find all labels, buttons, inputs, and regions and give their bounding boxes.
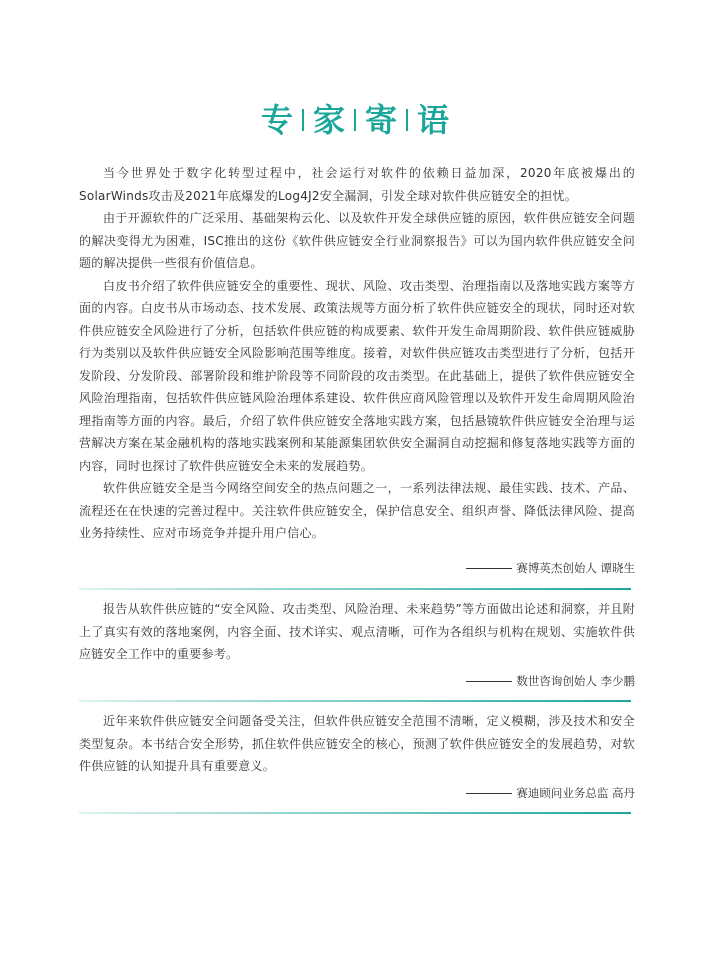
- quote-paragraph: 软件供应链安全是当今网络空间安全的热点问题之一，一系列法律法规、最佳实践、技术、产品、流程还在在快速的完善过程中。关注软件供应链安全，保护信息安全、组织声誉、降低法律风险、提高业务持续性、应对市场竞争并提升用户信心。: [79, 481, 635, 540]
- title-char: 专: [260, 101, 293, 139]
- quote-signature-1: [466, 560, 635, 576]
- expert-quote-1: [79, 162, 635, 545]
- title-char: 家: [312, 101, 345, 139]
- title-divider: [406, 109, 408, 131]
- quote-signature-2: [466, 673, 635, 689]
- signature-text: 赛迪顾问业务总监 高丹: [516, 786, 635, 800]
- title-char: 语: [417, 101, 450, 139]
- quote-paragraph: 由于开源软件的广泛采用、基础架构云化、以及软件开发全球供应链的原因，软件供应链安全问题的解决变得尤为困难，ISC推出的这份《软件供应链安全行业洞察报告》可以为国内软件供应链安全问题的解决提供一些很有价值信息。: [79, 211, 635, 270]
- title-divider: [354, 109, 356, 131]
- quote-paragraph: 报告从软件供应链的“安全风险、攻击类型、风险治理、未来趋势”等方面做出论述和洞察，并且附上了真实有效的落地案例，内容全面、技术详实、观点清晰，可作为各组织与机构在规划、实施软件供应链安全工作中的重要参考。: [79, 602, 635, 661]
- signature-dash: [466, 681, 512, 682]
- page-title: [0, 100, 710, 140]
- expert-quote-2: [79, 598, 635, 666]
- title-divider: [302, 109, 304, 131]
- title-char: 寄: [365, 101, 398, 139]
- expert-quote-3: [79, 710, 635, 778]
- section-divider: [79, 588, 631, 590]
- quote-signature-3: [466, 785, 635, 801]
- signature-dash: [466, 568, 512, 569]
- section-divider: [79, 700, 631, 702]
- quote-paragraph: 当今世界处于数字化转型过程中，社会运行对软件的依赖日益加深，2020年底被爆出的SolarWinds攻击及2021年底爆发的Log4J2安全漏洞，引发全球对软件供应链安全的担忧。: [79, 166, 635, 203]
- section-divider: [79, 812, 631, 814]
- quote-paragraph: 白皮书介绍了软件供应链安全的重要性、现状、风险、攻击类型、治理指南以及落地实践方案等方面的内容。白皮书从市场动态、技术发展、政策法规等方面分析了软件供应链安全的现状，同时还对软件供应链安全风险进行了分析，包括软件供应链的构成要素、软件开发生命周期阶段、软件供应链威胁行为类别以及软件供应链安全风险影响范围等维度。接着，对软件供应链攻击类型进行了分析，包括开发阶段、分发阶段、部署阶段和维护阶段等不同阶段的攻击类型。在此基础上，提供了软件供应链安全风险治理指南，包括软件供应链风险治理体系建设、软件供应商风险管理以及软件开发生命周期风险治理指南等方面的内容。最后，介绍了软件供应链安全落地实践方案，包括悬镜软件供应链安全治理与运营解决方案在某金融机构的落地实践案例和某能源集团软供安全漏洞自动挖掘和修复落地实践等方面的内容，同时也探讨了软件供应链安全未来的发展趋势。: [79, 278, 635, 473]
- quote-paragraph: 近年来软件供应链安全问题备受关注，但软件供应链安全范围不清晰，定义模糊，涉及技术和安全类型复杂。本书结合安全形势，抓住软件供应链安全的核心，预测了软件供应链安全的发展趋势，对软件供应链的认知提升具有重要意义。: [79, 714, 635, 773]
- signature-dash: [466, 793, 512, 794]
- signature-text: 赛博英杰创始人 谭晓生: [516, 561, 635, 575]
- signature-text: 数世咨询创始人 李少鹏: [516, 674, 635, 688]
